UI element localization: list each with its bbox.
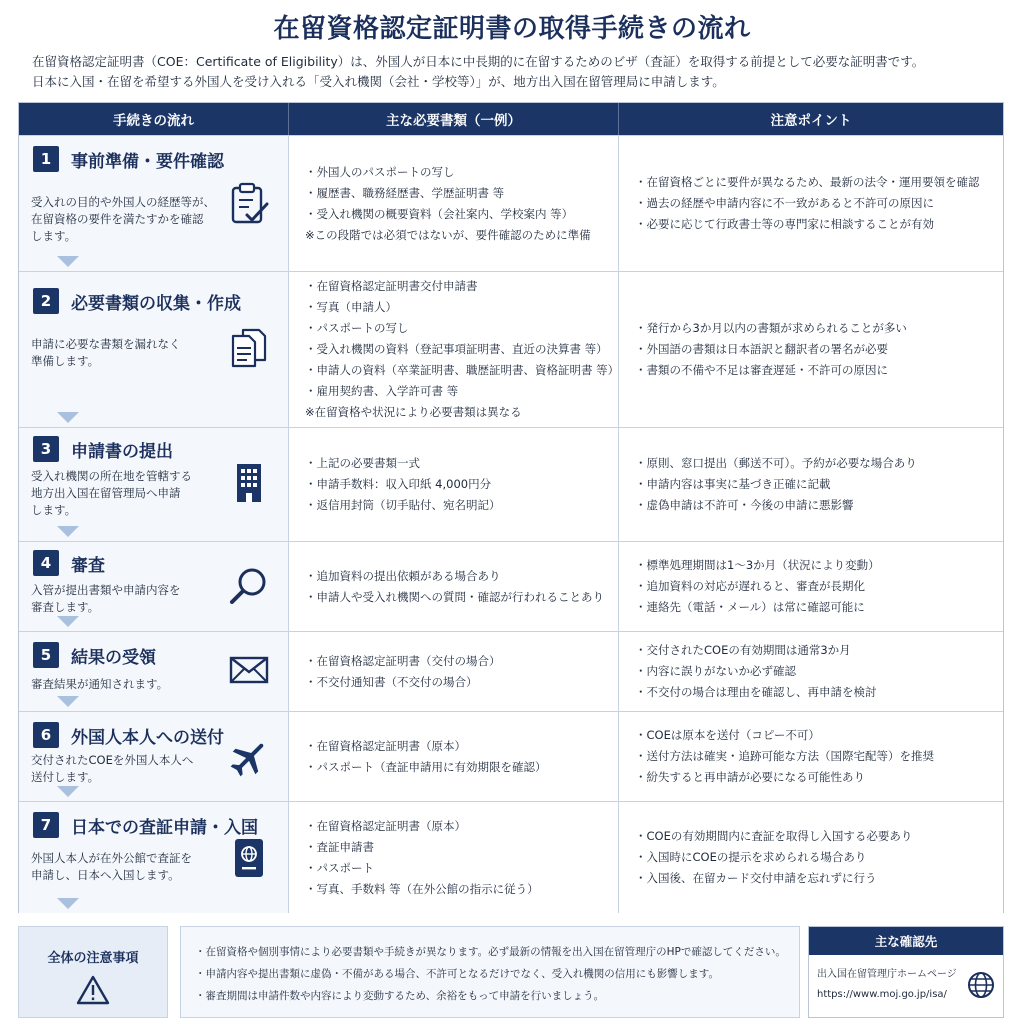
step-description xyxy=(31,850,231,884)
step-number-badge: 4 xyxy=(33,550,59,576)
table-header xyxy=(19,103,1003,135)
general-note-item: ・審査期間は申請件数や内容により変動するため、余裕をもって申請を行いましょう。 xyxy=(195,990,605,1002)
document-item: ※この段階では必須ではないが、要件確認のために準備 xyxy=(305,227,591,242)
step-title: 外国人本人への送付 xyxy=(71,727,224,748)
step-heading xyxy=(33,722,224,748)
general-notes-section xyxy=(18,926,1004,1020)
step-row-4 xyxy=(19,541,1003,631)
step-title: 事前準備・要件確認 xyxy=(71,151,224,172)
step-heading xyxy=(33,146,224,172)
document-item: ・在留資格認定証明書（交付の場合） xyxy=(305,653,501,668)
contact-title: 主な確認先 xyxy=(809,927,1003,955)
document-item: ・査証申請書 xyxy=(305,839,374,854)
document-item: ・写真（申請人） xyxy=(305,300,397,314)
note-item: ・連絡先（電話・メール）は常に確認可能に xyxy=(635,600,865,614)
document-item: ・在留資格認定証明書（原本） xyxy=(305,738,466,753)
warning-icon xyxy=(76,975,110,1005)
header-notes: 注意ポイント xyxy=(770,113,852,129)
contact-box xyxy=(808,926,1004,1018)
step-description xyxy=(31,194,231,245)
step-number-badge: 3 xyxy=(33,436,59,462)
step-title: 日本での査証申請・入国 xyxy=(71,817,258,838)
document-item: ・返信用封筒（切手貼付、宛名明記） xyxy=(305,498,501,512)
document-item: ・上記の必要書類一式 xyxy=(305,456,420,470)
step-row-3 xyxy=(19,427,1003,541)
step-description xyxy=(31,468,231,519)
docs-cell xyxy=(289,542,619,631)
magnifier-icon xyxy=(227,564,271,608)
document-item: ・パスポート（査証申請用に有効期限を確認） xyxy=(305,759,547,774)
step-description-line: します。 xyxy=(31,229,77,243)
note-item: ・COEは原本を送付（コピー不可） xyxy=(635,728,820,742)
step-title: 審査 xyxy=(71,555,105,576)
docs-cell xyxy=(289,802,619,913)
step-title: 結果の受領 xyxy=(71,647,156,668)
document-item: ・受入れ機関の概要資料（会社案内、学校案内 等） xyxy=(305,206,574,221)
contact-label: 出入国在留管理庁ホームページ xyxy=(817,969,957,980)
contact-url-link[interactable]: https://www.moj.go.jp/isa/ xyxy=(817,989,947,1000)
header-flow: 手続きの流れ xyxy=(19,103,289,135)
step-cell xyxy=(19,712,289,801)
step-number-badge: 5 xyxy=(33,642,59,668)
step-row-6 xyxy=(19,711,1003,801)
note-item: ・COEの有効期間内に査証を取得し入国する必要あり xyxy=(635,829,913,843)
step-title: 申請書の提出 xyxy=(71,441,173,462)
document-item: ※在留資格や状況により必要書類は異なる xyxy=(305,405,522,419)
documents-icon xyxy=(227,326,271,370)
step-number-badge: 2 xyxy=(33,288,59,314)
building-icon xyxy=(227,460,271,504)
document-item: ・申請人の資料（卒業証明書、職歴証明書、資格証明書 等） xyxy=(305,363,620,377)
note-item: ・原則、窓口提出（郵送不可）。予約が必要な場合あり xyxy=(635,456,917,470)
step-description-line: 申請に必要な書類を漏れなく xyxy=(31,337,181,351)
note-item: ・申請内容は事実に基づき正確に記載 xyxy=(635,477,831,491)
note-item: ・必要に応じて行政書士等の専門家に相談することが有効 xyxy=(635,217,934,231)
note-item: ・追加資料の対応が遅れると、審査が長期化 xyxy=(635,579,865,593)
step-description-line: 交付されたCOEを外国人本人へ xyxy=(31,753,194,767)
docs-cell xyxy=(289,632,619,711)
step-description-line: 審査します。 xyxy=(31,600,100,614)
note-item: ・外国語の書類は日本語訳と翻訳者の署名が必要 xyxy=(635,342,888,356)
step-cell xyxy=(19,802,289,913)
note-item: ・送付方法は確実・追跡可能な方法（国際宅配等）を推奨 xyxy=(635,749,934,763)
step-row-1 xyxy=(19,135,1003,271)
step-heading xyxy=(33,812,258,838)
step-description-line: 送付します。 xyxy=(31,770,100,784)
note-item: ・過去の経歴や申請内容に不一致があると不許可の原因に xyxy=(635,196,934,210)
step-description-line: 外国人本人が在外公館で査証を xyxy=(31,851,192,865)
flow-arrow-icon xyxy=(57,412,79,423)
note-item: ・書類の不備や不足は審査遅延・不許可の原因に xyxy=(635,363,888,377)
note-item: ・発行から3か月以内の書類が求められることが多い xyxy=(635,321,907,335)
step-heading xyxy=(33,642,156,668)
passport-icon xyxy=(227,836,271,880)
step-description-line: 受入れの目的や外国人の経歴等が、 xyxy=(31,195,215,209)
document-item: ・在留資格認定証明書（原本） xyxy=(305,818,466,833)
globe-icon xyxy=(967,971,995,999)
step-description-line: 準備します。 xyxy=(31,354,100,368)
document-item: ・パスポートの写し xyxy=(305,321,409,335)
step-number-badge: 7 xyxy=(33,812,59,838)
intro-line: 日本に入国・在留を希望する外国人を受け入れる「受入れ機関（会社・学校等）」が、地方出入国在留管理局に申請します。 xyxy=(32,74,725,89)
flow-arrow-icon xyxy=(57,696,79,707)
notes-cell xyxy=(619,136,1003,271)
general-notes-list xyxy=(180,926,800,1018)
step-title: 必要書類の収集・作成 xyxy=(71,293,241,314)
step-row-5 xyxy=(19,631,1003,711)
flow-arrow-icon xyxy=(57,786,79,797)
step-heading xyxy=(33,550,105,576)
intro-line: 在留資格認定証明書（COE：Certificate of Eligibility）は、外国人が日本に中長期的に在留するためのビザ（査証）を取得する前提として必要な証明書です。 xyxy=(32,54,925,69)
step-description xyxy=(31,676,231,693)
docs-cell xyxy=(289,272,619,427)
step-description-line: 受入れ機関の所在地を管轄する xyxy=(31,469,192,483)
document-item: ・申請人や受入れ機関への質問・確認が行われることあり xyxy=(305,589,604,604)
docs-cell xyxy=(289,712,619,801)
general-notes-title: 全体の注意事項 xyxy=(47,951,139,966)
note-item: ・不交付の場合は理由を確認し、再申請を検討 xyxy=(635,685,877,699)
general-notes-label xyxy=(18,926,168,1018)
airplane-icon xyxy=(227,736,271,780)
step-description xyxy=(31,336,231,370)
document-item: ・外国人のパスポートの写し xyxy=(305,164,455,179)
envelope-icon xyxy=(227,648,271,692)
note-item: ・虚偽申請は不許可・今後の申請に悪影響 xyxy=(635,498,854,512)
step-row-7 xyxy=(19,801,1003,913)
step-description xyxy=(31,752,231,786)
flow-arrow-icon xyxy=(57,526,79,537)
notes-cell xyxy=(619,542,1003,631)
general-note-item: ・申請内容や提出書類に虚偽・不備がある場合、不許可となるだけでなく、受入れ機関の信用にも影響します。 xyxy=(195,968,719,980)
document-item: ・在留資格認定証明書交付申請書 xyxy=(305,279,478,293)
step-number-badge: 6 xyxy=(33,722,59,748)
header-docs: 主な必要書類（一例） xyxy=(289,103,619,135)
note-item: ・紛失すると再申請が必要になる可能性あり xyxy=(635,770,865,784)
process-table xyxy=(18,102,1004,913)
step-description-line: 在留資格の要件を満たすかを確認 xyxy=(31,212,204,226)
intro-text xyxy=(32,52,1012,92)
step-cell xyxy=(19,136,289,271)
step-description-line: 地方出入国在留管理局へ申請 xyxy=(31,486,181,500)
document-item: ・追加資料の提出依頼がある場合あり xyxy=(305,568,501,583)
document-item: ・雇用契約書、入学許可書 等 xyxy=(305,384,459,398)
document-item: ・履歴書、職務経歴書、学歴証明書 等 xyxy=(305,185,505,200)
document-item: ・受入れ機関の資料（登記事項証明書、直近の決算書 等） xyxy=(305,342,608,356)
step-cell xyxy=(19,542,289,631)
flow-arrow-icon xyxy=(57,256,79,267)
document-item: ・不交付通知書（不交付の場合） xyxy=(305,674,478,689)
step-description xyxy=(31,582,231,616)
page-title: 在留資格認定証明書の取得手続きの流れ xyxy=(273,14,751,44)
step-description-line: 申請し、日本へ入国します。 xyxy=(31,868,180,882)
notes-cell xyxy=(619,802,1003,913)
docs-cell xyxy=(289,136,619,271)
step-heading xyxy=(33,436,173,462)
step-cell xyxy=(19,428,289,541)
clipboard-check-icon xyxy=(227,182,271,226)
docs-cell xyxy=(289,428,619,541)
notes-cell xyxy=(619,632,1003,711)
general-note-item: ・在留資格や個別事情により必要書類や手続きが異なります。必ず最新の情報を出入国在留管理庁のHPで確認してください。 xyxy=(195,946,786,958)
note-item: ・内容に誤りがないか必ず確認 xyxy=(635,664,796,678)
step-row-2 xyxy=(19,271,1003,427)
step-description-line: 審査結果が通知されます。 xyxy=(31,677,169,691)
flow-arrow-icon xyxy=(57,898,79,909)
step-description-line: 入管が提出書類や申請内容を xyxy=(31,583,181,597)
step-number-badge: 1 xyxy=(33,146,59,172)
table-body xyxy=(19,135,1003,913)
document-item: ・パスポート xyxy=(305,860,374,875)
note-item: ・入国後、在留カード交付申請を忘れずに行う xyxy=(635,871,877,885)
note-item: ・標準処理期間は1～3か月（状況により変動） xyxy=(635,558,880,572)
document-item: ・申請手数料：収入印紙 4,000円分 xyxy=(305,477,492,491)
document-item: ・写真、手数料 等（在外公館の指示に従う） xyxy=(305,881,539,896)
flow-arrow-icon xyxy=(57,616,79,627)
notes-cell xyxy=(619,712,1003,801)
step-description-line: します。 xyxy=(31,503,77,517)
step-heading xyxy=(33,288,241,314)
notes-cell xyxy=(619,428,1003,541)
step-cell xyxy=(19,272,289,427)
notes-cell xyxy=(619,272,1003,427)
note-item: ・在留資格ごとに要件が異なるため、最新の法令・運用要領を確認 xyxy=(635,175,980,189)
note-item: ・入国時にCOEの提示を求められる場合あり xyxy=(635,850,867,864)
step-cell xyxy=(19,632,289,711)
note-item: ・交付されたCOEの有効期間は通常3か月 xyxy=(635,643,851,657)
